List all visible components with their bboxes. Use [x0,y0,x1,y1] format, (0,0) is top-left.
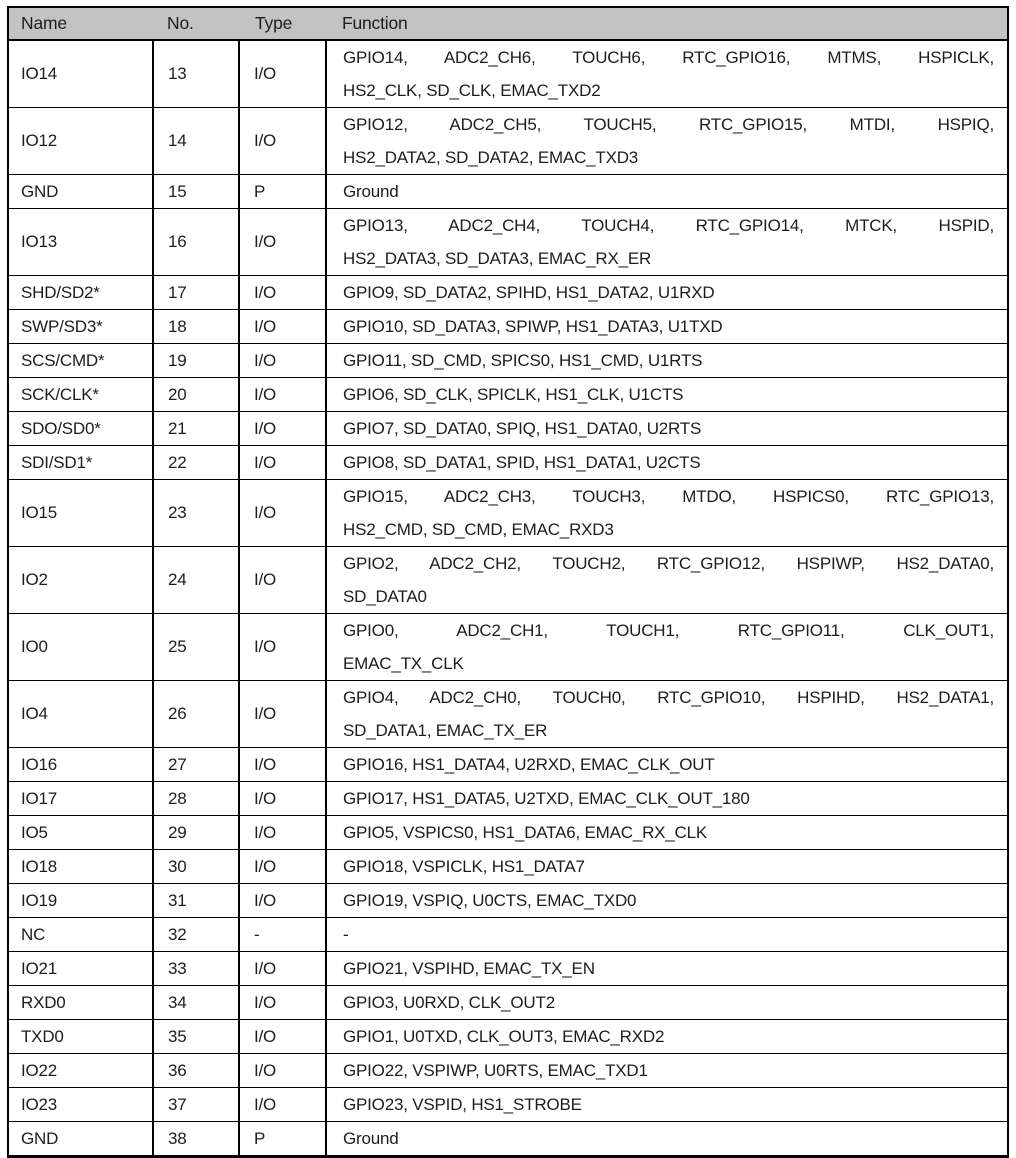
cell-pin-function [326,986,1008,1020]
cell-pin-number: 21 [153,412,239,446]
function-line: GPIO15, ADC2_CH3, TOUCH3, MTDO, HSPICS0, RTC_GPIO13, [343,487,994,506]
cell-pin-name: IO12 [8,108,153,175]
table-row [8,175,1008,209]
cell-pin-number: 16 [153,209,239,276]
cell-pin-number: 35 [153,1020,239,1054]
cell-pin-type: I/O [239,276,326,310]
cell-pin-function [326,1088,1008,1122]
table-row [8,1122,1008,1157]
function-line: - [343,925,349,944]
cell-pin-function [326,681,1008,748]
function-line: GPIO22, VSPIWP, U0RTS, EMAC_TXD1 [343,1061,648,1080]
table-row [8,816,1008,850]
table-row [8,310,1008,344]
table-row [8,850,1008,884]
function-line: HS2_CLK, SD_CLK, EMAC_TXD2 [343,81,601,100]
cell-pin-number: 15 [153,175,239,209]
function-line: GPIO6, SD_CLK, SPICLK, HS1_CLK, U1CTS [343,385,684,404]
cell-pin-function [326,884,1008,918]
function-line: SD_DATA0 [343,587,427,606]
function-line: HS2_DATA3, SD_DATA3, EMAC_RX_ER [343,249,652,268]
cell-pin-number: 14 [153,108,239,175]
cell-pin-type: I/O [239,952,326,986]
function-line: GPIO21, VSPIHD, EMAC_TX_EN [343,959,595,978]
cell-pin-number: 33 [153,952,239,986]
function-line: GPIO18, VSPICLK, HS1_DATA7 [343,857,585,876]
cell-pin-type: I/O [239,782,326,816]
function-line: Ground [343,1129,399,1148]
cell-pin-function [326,1054,1008,1088]
cell-pin-type: I/O [239,344,326,378]
cell-pin-name: SCK/CLK* [8,378,153,412]
cell-pin-name: IO13 [8,209,153,276]
table-row [8,378,1008,412]
cell-pin-number: 25 [153,614,239,681]
cell-pin-type: I/O [239,816,326,850]
function-line: GPIO5, VSPICS0, HS1_DATA6, EMAC_RX_CLK [343,823,708,842]
cell-pin-function [326,175,1008,209]
function-line: HS2_DATA2, SD_DATA2, EMAC_TXD3 [343,148,639,167]
cell-pin-number: 32 [153,918,239,952]
cell-pin-type: - [239,918,326,952]
function-line: GPIO2, ADC2_CH2, TOUCH2, RTC_GPIO12, HSPIWP, HS2_DATA0, [343,554,994,573]
table-row [8,547,1008,614]
table-row [8,480,1008,547]
cell-pin-number: 37 [153,1088,239,1122]
cell-pin-function [326,1020,1008,1054]
cell-pin-type: I/O [239,1054,326,1088]
cell-pin-function [326,344,1008,378]
table-row [8,108,1008,175]
cell-pin-function [326,446,1008,480]
cell-pin-name: RXD0 [8,986,153,1020]
table-row [8,412,1008,446]
table-row [8,952,1008,986]
cell-pin-function [326,1122,1008,1157]
table-row [8,276,1008,310]
cell-pin-function [326,310,1008,344]
cell-pin-type: I/O [239,310,326,344]
cell-pin-function [326,480,1008,547]
pin-table-body [8,40,1008,1157]
table-row [8,209,1008,276]
cell-pin-name: IO2 [8,547,153,614]
cell-pin-function [326,209,1008,276]
cell-pin-name: IO4 [8,681,153,748]
cell-pin-number: 24 [153,547,239,614]
cell-pin-type: I/O [239,681,326,748]
cell-pin-type: I/O [239,378,326,412]
cell-pin-type: I/O [239,412,326,446]
cell-pin-type: I/O [239,1088,326,1122]
column-header-name: Name [8,7,153,40]
cell-pin-type: I/O [239,446,326,480]
cell-pin-type: I/O [239,1020,326,1054]
cell-pin-type: I/O [239,108,326,175]
cell-pin-name: IO19 [8,884,153,918]
function-line: HS2_CMD, SD_CMD, EMAC_RXD3 [343,520,614,539]
cell-pin-function [326,276,1008,310]
cell-pin-name: SDI/SD1* [8,446,153,480]
function-line: GPIO16, HS1_DATA4, U2RXD, EMAC_CLK_OUT [343,755,715,774]
table-row [8,918,1008,952]
function-line: GPIO14, ADC2_CH6, TOUCH6, RTC_GPIO16, MTMS, HSPICLK, [343,48,994,67]
function-line: GPIO11, SD_CMD, SPICS0, HS1_CMD, U1RTS [343,351,703,370]
function-line: GPIO19, VSPIQ, U0CTS, EMAC_TXD0 [343,891,637,910]
function-line: GPIO1, U0TXD, CLK_OUT3, EMAC_RXD2 [343,1027,665,1046]
cell-pin-function [326,816,1008,850]
table-row [8,782,1008,816]
cell-pin-type: P [239,1122,326,1157]
cell-pin-function [326,378,1008,412]
function-line: GPIO17, HS1_DATA5, U2TXD, EMAC_CLK_OUT_180 [343,789,750,808]
cell-pin-function [326,952,1008,986]
cell-pin-function [326,547,1008,614]
cell-pin-type: I/O [239,850,326,884]
cell-pin-number: 28 [153,782,239,816]
cell-pin-name: IO23 [8,1088,153,1122]
function-line: GPIO4, ADC2_CH0, TOUCH0, RTC_GPIO10, HSPIHD, HS2_DATA1, [343,688,994,707]
cell-pin-type: I/O [239,614,326,681]
cell-pin-number: 27 [153,748,239,782]
function-line: GPIO12, ADC2_CH5, TOUCH5, RTC_GPIO15, MTDI, HSPIQ, [343,115,994,134]
cell-pin-name: IO16 [8,748,153,782]
cell-pin-number: 18 [153,310,239,344]
table-row [8,681,1008,748]
table-row [8,40,1008,108]
column-header-type: Type [239,7,326,40]
function-line: GPIO23, VSPID, HS1_STROBE [343,1095,582,1114]
cell-pin-function [326,108,1008,175]
table-row [8,1020,1008,1054]
cell-pin-function [326,748,1008,782]
column-header-no: No. [153,7,239,40]
function-line: SD_DATA1, EMAC_TX_ER [343,721,548,740]
table-row [8,344,1008,378]
cell-pin-number: 22 [153,446,239,480]
table-row [8,986,1008,1020]
cell-pin-name: SHD/SD2* [8,276,153,310]
table-row [8,1088,1008,1122]
cell-pin-type: I/O [239,40,326,108]
table-header [8,7,1008,40]
function-line: GPIO0, ADC2_CH1, TOUCH1, RTC_GPIO11, CLK_OUT1, [343,621,994,640]
column-header-function: Function [326,7,1008,40]
cell-pin-name: GND [8,1122,153,1157]
function-line: GPIO10, SD_DATA3, SPIWP, HS1_DATA3, U1TXD [343,317,723,336]
cell-pin-name: IO21 [8,952,153,986]
cell-pin-function [326,614,1008,681]
cell-pin-function [326,40,1008,108]
cell-pin-type: I/O [239,547,326,614]
cell-pin-name: SWP/SD3* [8,310,153,344]
cell-pin-number: 31 [153,884,239,918]
cell-pin-function [326,918,1008,952]
function-line: GPIO3, U0RXD, CLK_OUT2 [343,993,555,1012]
function-line: GPIO7, SD_DATA0, SPIQ, HS1_DATA0, U2RTS [343,419,702,438]
cell-pin-type: P [239,175,326,209]
function-line: GPIO8, SD_DATA1, SPID, HS1_DATA1, U2CTS [343,453,701,472]
cell-pin-type: I/O [239,480,326,547]
cell-pin-name: IO17 [8,782,153,816]
cell-pin-name: NC [8,918,153,952]
table-row [8,884,1008,918]
function-line: Ground [343,182,399,201]
table-row [8,1054,1008,1088]
table-row [8,748,1008,782]
cell-pin-function [326,412,1008,446]
cell-pin-name: IO15 [8,480,153,547]
cell-pin-number: 38 [153,1122,239,1157]
cell-pin-type: I/O [239,209,326,276]
function-line: EMAC_TX_CLK [343,654,464,673]
cell-pin-number: 34 [153,986,239,1020]
function-line: GPIO9, SD_DATA2, SPIHD, HS1_DATA2, U1RXD [343,283,715,302]
function-line: GPIO13, ADC2_CH4, TOUCH4, RTC_GPIO14, MTCK, HSPID, [343,216,994,235]
cell-pin-name: GND [8,175,153,209]
pin-function-table [7,6,1009,1158]
cell-pin-number: 26 [153,681,239,748]
cell-pin-name: IO22 [8,1054,153,1088]
cell-pin-name: IO14 [8,40,153,108]
cell-pin-type: I/O [239,986,326,1020]
cell-pin-type: I/O [239,884,326,918]
cell-pin-number: 36 [153,1054,239,1088]
cell-pin-name: SCS/CMD* [8,344,153,378]
cell-pin-number: 30 [153,850,239,884]
cell-pin-number: 19 [153,344,239,378]
cell-pin-number: 20 [153,378,239,412]
cell-pin-name: IO0 [8,614,153,681]
cell-pin-number: 23 [153,480,239,547]
cell-pin-name: TXD0 [8,1020,153,1054]
cell-pin-number: 13 [153,40,239,108]
table-row [8,446,1008,480]
cell-pin-name: IO18 [8,850,153,884]
cell-pin-function [326,782,1008,816]
header-row [8,7,1008,40]
cell-pin-function [326,850,1008,884]
cell-pin-number: 29 [153,816,239,850]
table-row [8,614,1008,681]
cell-pin-name: SDO/SD0* [8,412,153,446]
cell-pin-type: I/O [239,748,326,782]
cell-pin-number: 17 [153,276,239,310]
cell-pin-name: IO5 [8,816,153,850]
